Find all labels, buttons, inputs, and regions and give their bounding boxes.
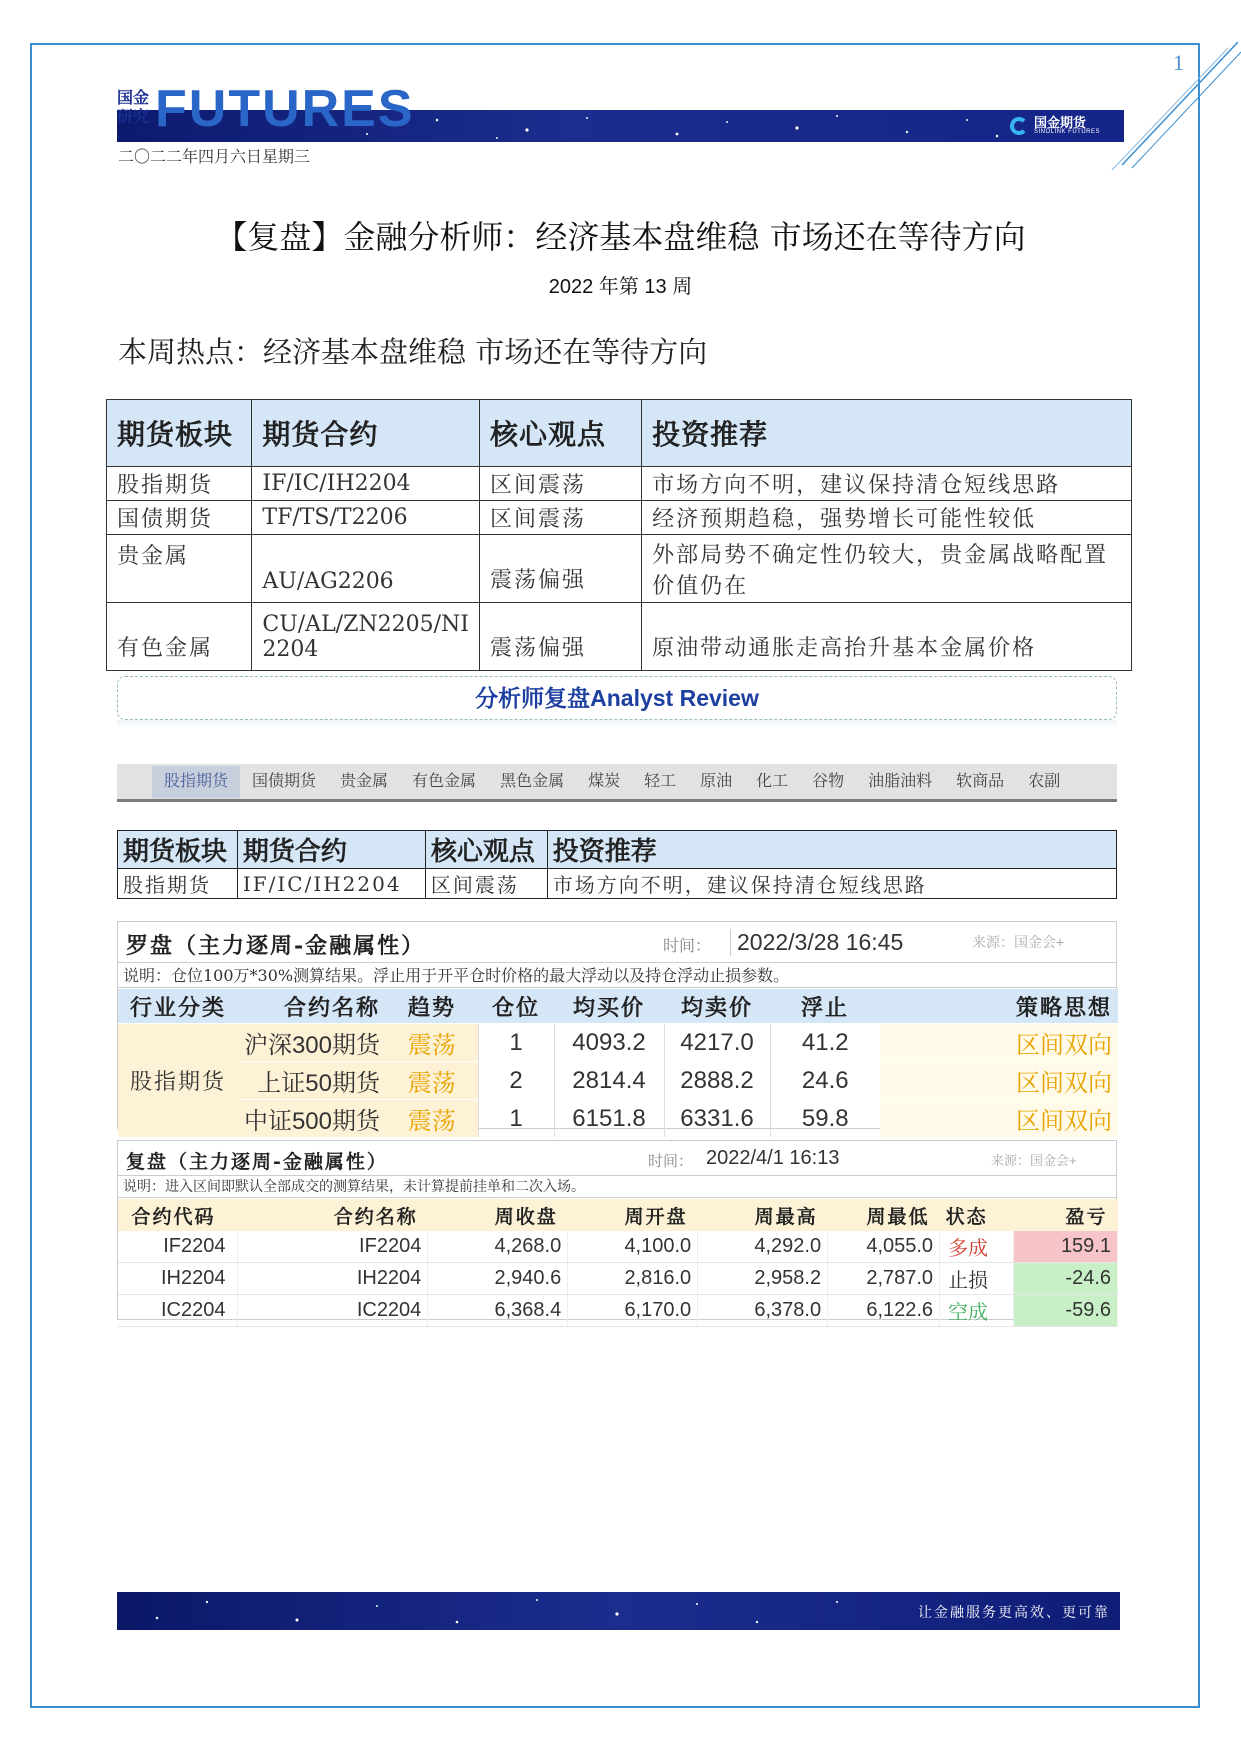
table-row: [118, 1263, 1118, 1295]
compass-panel: [117, 921, 1117, 1135]
contract-name: IH2204: [238, 1263, 428, 1295]
header-cell: 合约名称: [238, 989, 386, 1024]
brand-small-line1: 国金: [117, 90, 150, 107]
page-title: 【复盘】金融分析师：经济基本盘维稳 市场还在等待方向: [215, 218, 1026, 256]
header-cell: 均卖价: [664, 989, 770, 1024]
cell-contract: AU/AG2206: [252, 535, 480, 603]
tab-chemicals[interactable]: 化工: [756, 772, 789, 790]
header-cell: 投资推荐: [642, 400, 1132, 467]
week-high: 2,958.2: [698, 1263, 828, 1295]
review-time: 2022/4/1 16:13: [706, 1147, 840, 1169]
recommendation-line1: 外部局势不确定性仍较大，贵金属战略配置: [652, 542, 1109, 568]
trend-cell: 震荡: [386, 1100, 478, 1138]
brand-logo-futures: FUTURES: [155, 80, 415, 138]
corner-decoration: [1110, 40, 1241, 180]
week-low: 6,122.6: [828, 1295, 940, 1327]
cell-sector: 国债期货: [107, 501, 252, 535]
compass-note: 说明：仓位100万*30%测算结果。浮止用于开平仓时价格的最大浮动以及持仓浮动止损参数。: [118, 963, 1116, 988]
position-cell: 1: [478, 1100, 554, 1138]
trend-cell: 震荡: [386, 1024, 478, 1062]
avg-sell-cell: 4217.0: [664, 1024, 770, 1062]
cell-view: 区间震荡: [479, 501, 641, 535]
logo-name: 国金期货: [1034, 115, 1087, 130]
status-cell: 空成: [940, 1295, 1014, 1327]
header-cell: 周收盘: [428, 1199, 568, 1231]
contract-name: 沪深300期货: [238, 1024, 386, 1062]
sector-summary-table: [117, 830, 1117, 899]
cell-recommendation: [642, 535, 1132, 603]
compass-title: 罗盘（主力逐周-金融属性）: [126, 933, 426, 959]
header-cell: 浮止: [770, 989, 880, 1024]
header-cell: 盈亏: [1014, 1199, 1118, 1231]
table-row: [118, 1062, 1118, 1100]
strategy-cell: 区间双向: [880, 1062, 1118, 1100]
contract-line2: 2204: [262, 636, 319, 662]
cell-view: 区间震荡: [425, 869, 547, 899]
review-table: [118, 1199, 1118, 1327]
category-cell: 股指期货: [118, 1024, 238, 1138]
header-cell: 周最高: [698, 1199, 828, 1231]
cell-view: 震荡偏强: [479, 603, 641, 671]
week-close: 2,940.6: [428, 1263, 568, 1295]
cell-recommendation: 原油带动通胀走高抬升基本金属价格: [642, 603, 1132, 671]
contract-name: IF2204: [238, 1231, 428, 1263]
header-cell: 周最低: [828, 1199, 940, 1231]
position-cell: 2: [478, 1062, 554, 1100]
review-header: [118, 1141, 1116, 1176]
week-high: 4,292.0: [698, 1231, 828, 1263]
header-cell: 趋势: [386, 989, 478, 1024]
tab-ferrous[interactable]: 黑色金属: [500, 772, 565, 790]
cell-view: 震荡偏强: [479, 535, 641, 603]
time-label: 时间：: [648, 1153, 694, 1170]
status-cell: 多成: [940, 1231, 1014, 1263]
banner-shadow: [117, 720, 1117, 728]
week-low: 4,055.0: [828, 1231, 940, 1263]
tab-crude-oil[interactable]: 原油: [700, 772, 733, 790]
cell-sector: 贵金属: [107, 535, 252, 603]
strategy-cell: 区间双向: [880, 1100, 1118, 1138]
header-cell: 期货板块: [118, 831, 238, 869]
summary-table: [106, 399, 1132, 671]
avg-buy-cell: 2814.4: [554, 1062, 664, 1100]
review-note: 说明：进入区间即默认全部成交的测算结果，未计算提前挂单和二次入场。: [118, 1176, 1116, 1198]
brand-small-line2: 研究: [117, 109, 150, 126]
cell-sector: 股指期货: [107, 467, 252, 501]
strategy-cell: 区间双向: [880, 1024, 1118, 1062]
header-cell: 均买价: [554, 989, 664, 1024]
week-low: 2,787.0: [828, 1263, 940, 1295]
table-header-row: [118, 831, 1117, 869]
header-cell: 投资推荐: [547, 831, 1116, 869]
recommendation-line2: 价值仍在: [652, 573, 749, 599]
header-cell: 状态: [940, 1199, 1014, 1231]
cell-contract: TF/TS/T2206: [252, 501, 480, 535]
hot-topic: 本周热点：经济基本盘维稳 市场还在等待方向: [118, 335, 708, 369]
time-label: 时间：: [663, 938, 712, 955]
header-cell: 核心观点: [425, 831, 547, 869]
header-cell: 周开盘: [568, 1199, 698, 1231]
table-row: [118, 1295, 1118, 1327]
tab-grains[interactable]: 谷物: [812, 772, 845, 790]
week-open: 6,170.0: [568, 1295, 698, 1327]
avg-buy-cell: 6151.8: [554, 1100, 664, 1138]
tab-softs[interactable]: 软商品: [956, 772, 1005, 790]
table-header-row: [118, 1199, 1118, 1231]
cell-contract: IF/IC/IH2204: [237, 869, 425, 899]
header-cell: 合约代码: [118, 1199, 238, 1231]
contract-name: 上证50期货: [238, 1062, 386, 1100]
table-row: [118, 1024, 1118, 1062]
header-cell: 期货合约: [252, 400, 480, 467]
contract-name: 中证500期货: [238, 1100, 386, 1138]
table-row: [107, 501, 1132, 535]
contract-code: IC2204: [118, 1295, 238, 1327]
page-number: 1: [1173, 50, 1184, 75]
trend-cell: 震荡: [386, 1062, 478, 1100]
week-open: 4,100.0: [568, 1231, 698, 1263]
tab-nonferrous[interactable]: 有色金属: [412, 772, 477, 790]
table-row: [118, 1231, 1118, 1263]
table-header-row: [107, 400, 1132, 467]
table-row: [118, 1100, 1118, 1138]
brand-small: [117, 89, 155, 127]
contract-name: IC2204: [238, 1295, 428, 1327]
float-stop-cell: 24.6: [770, 1062, 880, 1100]
review-source: 来源：国金会+: [991, 1153, 1077, 1168]
tab-oils[interactable]: 油脂油料: [868, 772, 933, 790]
footer-slogan: 让金融服务更高效、更可靠: [918, 1604, 1110, 1620]
cell-contract: IF/IC/IH2204: [252, 467, 480, 501]
week-close: 4,268.0: [428, 1231, 568, 1263]
contract-line1: CU/AL/ZN2205/NI: [262, 611, 469, 637]
tab-coal[interactable]: 煤炭: [588, 772, 621, 790]
pnl-cell: 159.1: [1014, 1231, 1118, 1263]
cell-contract: [252, 603, 480, 671]
tab-light-industry[interactable]: 轻工: [644, 772, 677, 790]
header-cell: 策略思想: [880, 989, 1118, 1024]
week-high: 6,378.0: [698, 1295, 828, 1327]
table-header-row: [118, 989, 1118, 1024]
table-row: [107, 535, 1132, 603]
table-row: [107, 603, 1132, 671]
logo-subtitle: SINOLINK FUTURES: [1034, 129, 1101, 135]
avg-sell-cell: 2888.2: [664, 1062, 770, 1100]
contract-code: IF2204: [118, 1231, 238, 1263]
status-cell: 止损: [940, 1263, 1014, 1295]
header-cell: 仓位: [478, 989, 554, 1024]
week-close: 6,368.4: [428, 1295, 568, 1327]
float-stop-cell: 59.8: [770, 1100, 880, 1138]
tab-stock-index[interactable]: 股指期货: [152, 766, 240, 798]
pnl-cell: -59.6: [1014, 1295, 1118, 1327]
header-cell: 期货合约: [237, 831, 425, 869]
header-cell: 期货板块: [107, 400, 252, 467]
table-row: [118, 869, 1117, 899]
table-row: [107, 467, 1132, 501]
report-date: 二〇二二年四月六日星期三: [118, 149, 311, 166]
position-cell: 1: [478, 1024, 554, 1062]
cell-view: 区间震荡: [479, 467, 641, 501]
footer-banner: [117, 1592, 1120, 1630]
avg-sell-cell: 6331.6: [664, 1100, 770, 1138]
logo-circle-icon: [1010, 117, 1028, 135]
cell-recommendation: 市场方向不明，建议保持清仓短线思路: [642, 467, 1132, 501]
contract-code: IH2204: [118, 1263, 238, 1295]
pnl-cell: -24.6: [1014, 1263, 1118, 1295]
cell-recommendation: 经济预期趋稳，强势增长可能性较低: [642, 501, 1132, 535]
weekly-review-panel: [117, 1140, 1117, 1324]
review-title: 复盘（主力逐周-金融属性）: [126, 1151, 388, 1173]
week-open: 2,816.0: [568, 1263, 698, 1295]
compass-header: [118, 922, 1116, 963]
company-logo: [1010, 113, 1100, 139]
cell-sector: 股指期货: [118, 869, 238, 899]
header-cell: 核心观点: [479, 400, 641, 467]
header-cell: 合约名称: [238, 1199, 428, 1231]
tab-treasury[interactable]: 国债期货: [252, 772, 317, 790]
float-stop-cell: 41.2: [770, 1024, 880, 1062]
cell-sector: 有色金属: [107, 603, 252, 671]
compass-source: 来源：国金会+: [972, 934, 1065, 950]
header-cell: 行业分类: [118, 989, 238, 1024]
tab-agri[interactable]: 农副: [1028, 772, 1061, 790]
avg-buy-cell: 4093.2: [554, 1024, 664, 1062]
cell-recommendation: 市场方向不明，建议保持清仓短线思路: [547, 869, 1116, 899]
tab-precious-metals[interactable]: 贵金属: [340, 772, 389, 790]
week-label: 2022 年第 13 周: [548, 276, 693, 298]
compass-table: [118, 989, 1118, 1137]
sector-tabs: [117, 764, 1117, 802]
compass-time: 2022/3/28 16:45: [730, 929, 903, 956]
analyst-review-banner: 分析师复盘Analyst Review: [117, 676, 1117, 720]
